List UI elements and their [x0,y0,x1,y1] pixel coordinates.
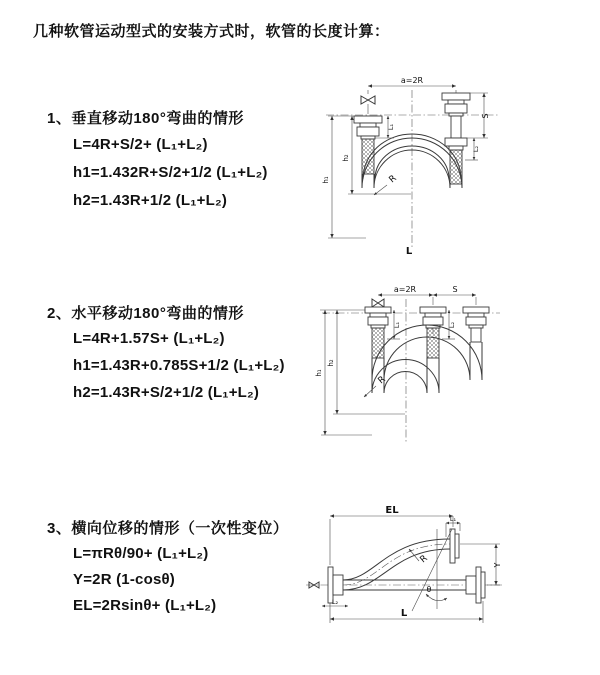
section-1-formula-L: L=4R+S/2+ (L₁+L₂) [73,136,208,153]
middle-fitting [420,307,446,358]
right-flange [466,567,485,603]
dim-label-S: S [452,285,458,294]
right-fitting [463,307,489,342]
section-1-heading: 1、垂直移动180°弯曲的情形 [47,110,244,127]
left-fitting [365,307,391,358]
section-1-formula-h2: h2=1.43R+1/2 (L₁+L₂) [73,192,228,209]
upper-flange [450,529,459,563]
dim-label-R: R [387,173,399,186]
dim-label-L: L [405,246,413,257]
dim-label-EL: EL [385,505,399,516]
dim-label-L1: L₁ [387,123,395,131]
dim-label-R: R [376,374,388,387]
dim-label-R: R [418,553,430,566]
radius-callout [374,174,399,195]
dim-label-span: a=2R [393,285,417,294]
braided-hose [372,328,384,358]
dim-label-h1: h₁ [322,176,330,184]
dim-label-Y: Y [493,562,502,568]
dimension-h1 [315,310,372,435]
dim-label-L2: L₂ [472,145,480,153]
section-2-formula-h1: h1=1.43R+0.785S+1/2 (L₁+L₂) [73,357,285,374]
dimension-span [378,285,433,295]
right-fitting-upper [442,93,470,138]
dimension-L [330,601,483,623]
dimension-L2 [442,310,456,339]
diagram-lateral-displacement [300,501,510,633]
dim-label-span: a=2R [400,76,424,85]
dimension-EL [330,505,453,565]
dim-label-h2: h₂ [342,154,350,162]
dim-label-L2: L₂ [331,598,339,606]
valve-icon [361,96,375,114]
angle-construction [412,529,452,611]
hose-s-curve [343,539,450,590]
dim-label-h2: h₂ [327,359,335,367]
dim-label-L1: L₁ [393,321,401,329]
valve-icon [372,299,384,307]
braided-hose [427,328,439,358]
section-1-formula-h1: h1=1.432R+S/2+1/2 (L₁+L₂) [73,164,268,181]
dim-label-h1: h₁ [315,369,323,377]
dim-label-L: L [400,608,408,619]
section-3-formula-EL: EL=2Rsinθ+ (L₁+L₂) [73,597,217,614]
section-2-formula-L: L=4R+1.57S+ (L₁+L₂) [73,330,225,347]
section-3-formula-Y: Y=2R (1-cosθ) [73,571,175,588]
dim-label-L2: L₂ [448,321,456,329]
section-2-formula-h2: h2=1.43R+S/2+1/2 (L₁+L₂) [73,384,260,401]
dim-label-theta: θ [426,585,432,594]
section-3-heading: 3、横向位移的情形（一次性变位） [47,520,289,537]
diagram-horizontal-180-bend [308,281,508,459]
diagram-vertical-180-bend [308,74,508,264]
page-title: 几种软管运动型式的安装方式时，软管的长度计算： [33,23,390,40]
section-3-formula-L: L=πRθ/90+ (L₁+L₂) [73,545,209,562]
dim-label-S: S [481,113,490,119]
braided-hose [450,150,462,184]
dim-label-L1: L₁ [449,515,457,523]
dimension-L2 [322,598,348,606]
dimension-S [433,285,476,295]
dimension-L1 [387,310,401,339]
section-2-heading: 2、水平移动180°弯曲的情形 [47,305,244,322]
